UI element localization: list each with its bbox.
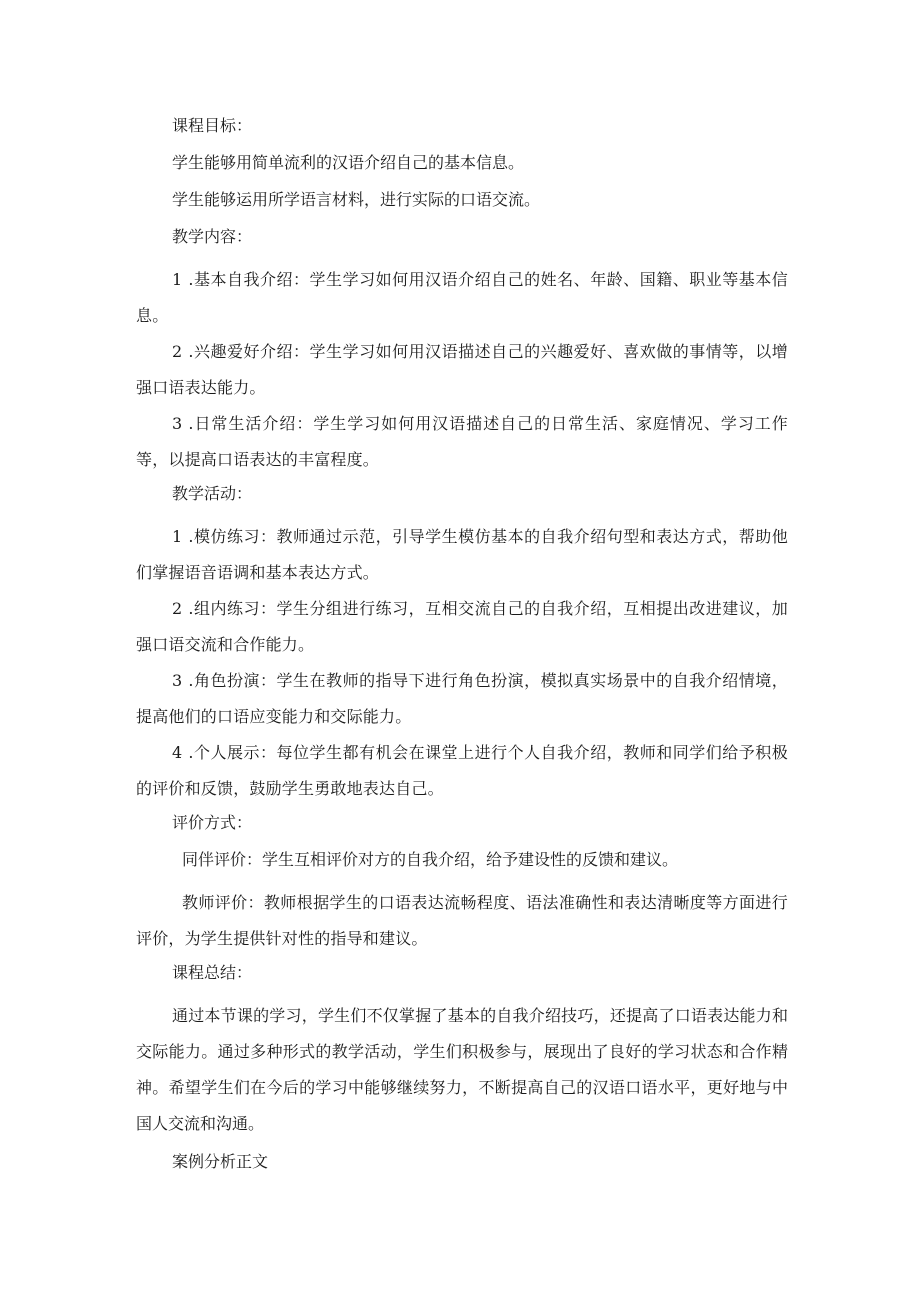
activity-heading: 教学活动： (172, 484, 253, 503)
goal-2: 学生能够运用所学语言材料，进行实际的口语交流。 (172, 190, 541, 209)
activity-item-3 (136, 663, 788, 735)
content-item-3-num: 3 (172, 414, 183, 433)
goal-1: 学生能够用简单流利的汉语介绍自己的基本信息。 (172, 153, 525, 172)
content-item-1 (136, 262, 788, 334)
activity-item-2-text: .组内练习：学生分组进行练习，互相交流自己的自我介绍，互相提出改进建议，加强口语交流和合作能力。 (136, 599, 788, 654)
activity-item-4 (136, 735, 788, 807)
content-item-1-text: .基本自我介绍：学生学习如何用汉语介绍自己的姓名、年龄、国籍、职业等基本信息。 (136, 270, 788, 325)
content-item-3 (136, 406, 788, 478)
content-item-1-num: 1 (172, 270, 183, 289)
summary-text: 通过本节课的学习，学生们不仅掌握了基本的自我介绍技巧，还提高了口语表达能力和交际能力。通过多种形式的教学活动，学生们积极参与，展现出了良好的学习状态和合作精神。希望学生们在今后的学习中能够继续努力，不断提高自己的汉语口语水平，更好地与中国人交流和沟通。 (136, 1006, 788, 1133)
content-item-2 (136, 334, 788, 406)
eval-heading: 评价方式： (172, 813, 253, 832)
content-heading: 教学内容： (172, 227, 253, 246)
content-item-2-text: .兴趣爱好介绍：学生学习如何用汉语描述自己的兴趣爱好、喜欢做的事情等，以增强口语表达能力。 (136, 342, 788, 397)
activity-item-4-num: 4 (172, 743, 183, 762)
activity-item-3-num: 3 (172, 671, 183, 690)
document-body (136, 114, 788, 1187)
activity-item-1-text: .模仿练习：教师通过示范，引导学生模仿基本的自我介绍句型和表达方式，帮助他们掌握语音语调和基本表达方式。 (136, 527, 788, 582)
eval-peer: 同伴评价：学生互相评价对方的自我介绍，给予建设性的反馈和建议。 (182, 850, 679, 869)
activity-item-2 (136, 591, 788, 663)
activity-item-3-text: .角色扮演：学生在教师的指导下进行角色扮演，模拟真实场景中的自我介绍情境，提高他们的口语应变能力和交际能力。 (136, 671, 788, 726)
content-item-2-num: 2 (172, 342, 183, 361)
content-item-3-text: .日常生活介绍：学生学习如何用汉语描述自己的日常生活、家庭情况、学习工作等，以提高口语表达的丰富程度。 (136, 414, 788, 469)
goal-heading: 课程目标： (172, 116, 253, 135)
case-heading: 案例分析正文 (172, 1152, 269, 1171)
activity-item-1-num: 1 (172, 527, 183, 546)
eval-teacher: 教师评价：教师根据学生的口语表达流畅程度、语法准确性和表达清晰度等方面进行评价，为学生提供针对性的指导和建议。 (136, 893, 788, 948)
activity-item-1 (136, 519, 788, 591)
activity-item-4-text: .个人展示：每位学生都有机会在课堂上进行个人自我介绍，教师和同学们给予积极的评价和反馈，鼓励学生勇敢地表达自己。 (136, 743, 788, 798)
activity-item-2-num: 2 (172, 599, 183, 618)
summary-heading: 课程总结： (172, 963, 253, 982)
